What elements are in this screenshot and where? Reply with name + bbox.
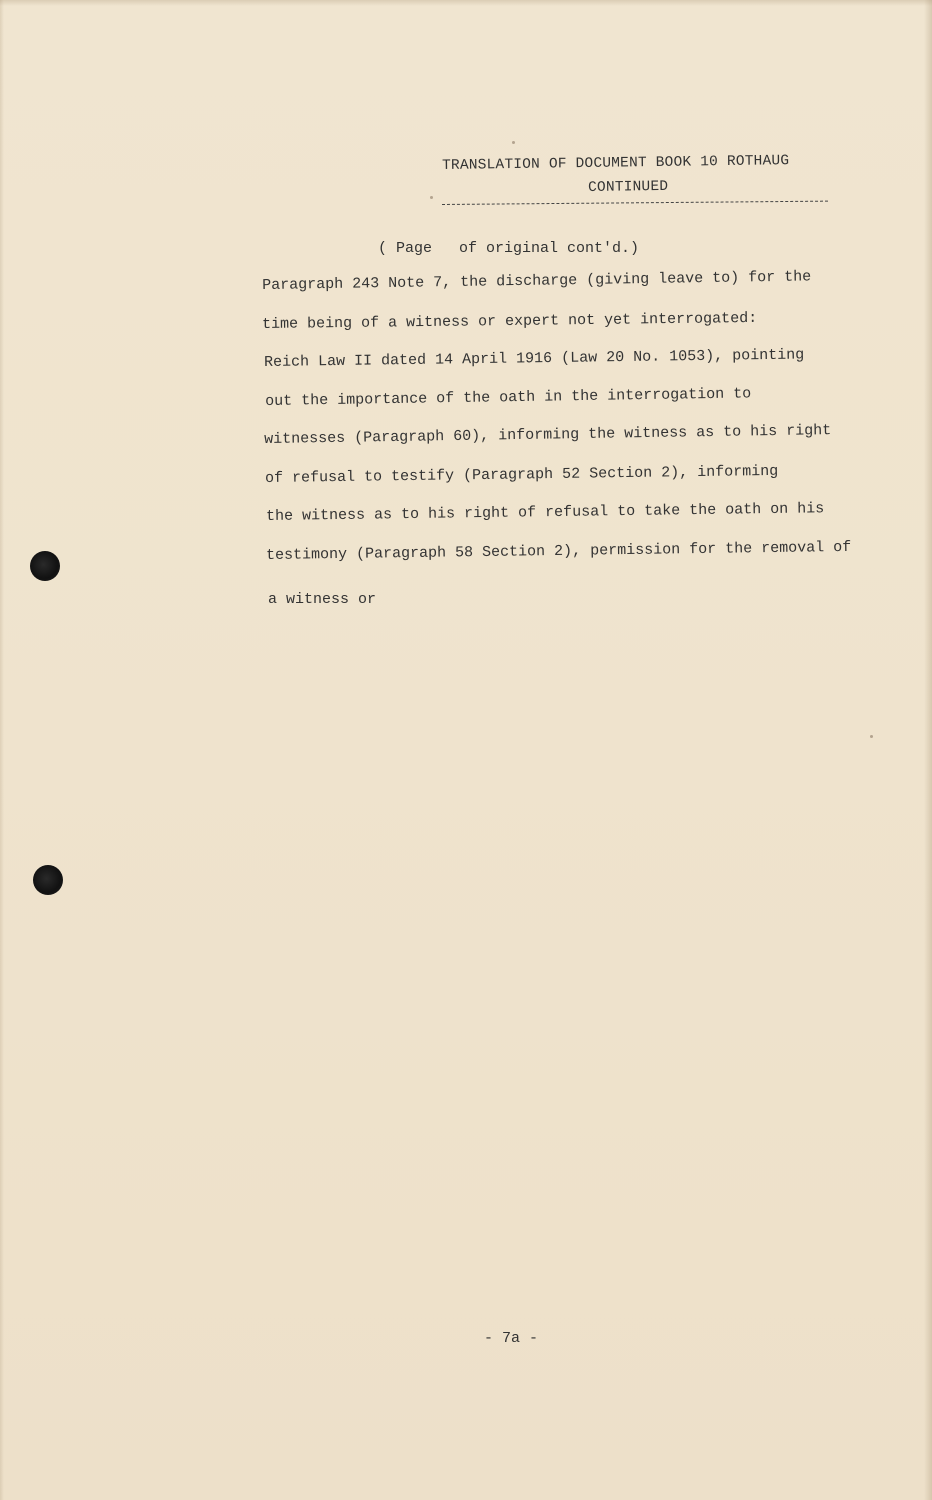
body-line: of refusal to testify (Paragraph 52 Section 2), informing [265,462,779,487]
header-divider [442,201,828,205]
body-line: testimony (Paragraph 58 Section 2), permission for the removal of [266,538,852,564]
page-edge-right [924,0,932,1500]
body-line: a witness or [268,591,377,608]
body-line: Reich Law II dated 14 April 1916 (Law 20 No. 1053), pointing [264,346,805,371]
header-title: TRANSLATION OF DOCUMENT BOOK 10 ROTHAUG [442,153,790,174]
body-line: Paragraph 243 Note 7, the discharge (giving leave to) for the [262,268,812,294]
page-edge-left [0,0,4,1500]
paper-speck [870,735,873,738]
punch-hole-icon [33,865,63,895]
body-line: witnesses (Paragraph 60), informing the witness as to his right [264,422,832,448]
body-line: the witness as to his right of refusal to take the oath on his [266,500,825,525]
paper-speck [512,141,515,144]
body-line: out the importance of the oath in the interrogation to [265,385,752,410]
page-reference: ( Page of original cont'd.) [378,240,640,257]
punch-hole-icon [30,551,60,581]
page-edge-top [0,0,932,6]
paper-speck [430,196,433,199]
header-subtitle: CONTINUED [588,178,669,196]
body-line: time being of a witness or expert not yet interrogated: [262,309,758,333]
page-number: - 7a - [484,1330,539,1347]
